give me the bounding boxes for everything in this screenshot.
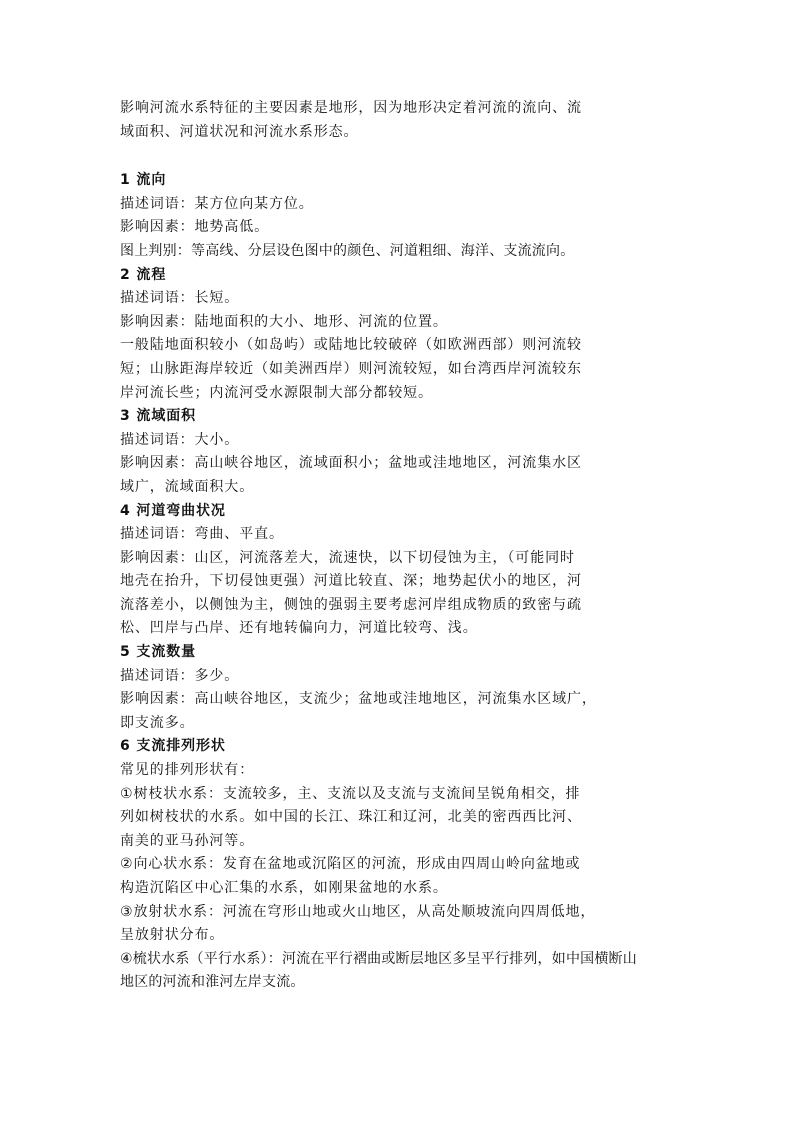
section-6-line-6: 构造沉陷区中心汇集的水系，如刚果盆地的水系。 [120,880,448,896]
section-6-line-3: 列如树枝状的水系。如中国的长江、珠江和辽河，北美的密西西比河、 [120,809,582,826]
section-5-line-1: 描述词语：多少。 [120,667,240,684]
section-2-line-4: 短；山脉距海岸较近（如美洲西岸）则河流较短，如台湾西岸河流较东 [120,360,582,377]
section-3-line-2: 影响因素：高山峡谷地区，流域面积小；盆地或洼地地区，河流集水区 [120,455,582,472]
paragraph-spacer [120,144,692,169]
section-2-line-5: 岸河流长些；内流河受水源限制大部分都较短。 [120,384,433,401]
section-2-title: 2 流程 [120,266,167,283]
section-4-line-1: 描述词语：弯曲、平直。 [120,526,284,543]
section-1-line-2: 影响因素：地势高低。 [120,219,269,236]
section-6-line-7: ③放射状水系：河流在穹形山地或火山地区，从高处顺坡流向四周低地， [120,903,596,920]
document-body [120,97,692,995]
section-6-line-8: 呈放射状分布。 [120,927,225,944]
section-2-line-1: 描述词语：长短。 [120,290,240,307]
section-6-line-9: ④梳状水系（平行水系）：河流在平行褶曲或断层地区多呈平行排列，如中国横断山 [120,950,637,967]
section-1-line-3: 图上判别：等高线、分层设色图中的颜色、河道粗细、海洋、支流流向。 [120,242,575,259]
section-4-line-5: 松、凹岸与凸岸、还有地转偏向力，河道比较弯、浅。 [120,620,478,637]
intro-line-1: 影响河流水系特征的主要因素是地形，因为地形决定着河流的流向、流 [120,100,582,116]
section-3-line-1: 描述词语：大小。 [120,431,240,448]
section-2-line-2: 影响因素：陆地面积的大小、地形、河流的位置。 [120,313,448,330]
section-1-title: 1 流向 [120,172,167,189]
section-4-line-2: 影响因素：山区，河流落差大，流速快，以下切侵蚀为主，（可能同时 [120,549,575,566]
section-2-line-3: 一般陆地面积较小（如岛屿）或陆地比较破碎（如欧洲西部）则河流较 [120,337,582,354]
section-6-line-2: ①树枝状水系：支流较多，主、支流以及支流与支流间呈锐角相交，排 [120,785,581,802]
section-6-line-5: ②向心状水系：发育在盆地或沉陷区的河流，形成由四周山岭向盆地或 [120,856,581,873]
section-4-line-3: 地壳在抬升，下切侵蚀更强）河道比较直、深；地势起伏小的地区，河 [120,573,582,590]
section-4-line-4: 流落差小，以侧蚀为主，侧蚀的强弱主要考虑河岸组成物质的致密与疏 [120,596,582,613]
section-3-line-3: 域广，流域面积大。 [120,478,255,495]
section-6-line-1: 常见的排列形状有： [120,762,255,779]
section-5-title: 5 支流数量 [120,644,197,661]
section-5-line-2: 影响因素：高山峡谷地区，支流少；盆地或洼地地区，河流集水区域广， [120,691,597,708]
section-5-line-3: 即支流多。 [120,714,195,731]
section-3-title: 3 流域面积 [120,408,197,425]
section-6-line-10: 地区的河流和淮河左岸支流。 [120,974,305,991]
section-1-line-1: 描述词语：某方位向某方位。 [120,195,314,212]
section-4-title: 4 河道弯曲状况 [120,502,226,519]
intro-line-2: 域面积、河道状况和河流水系形态。 [120,123,359,140]
section-6-title: 6 支流排列形状 [120,738,226,755]
section-6-line-4: 南美的亚马孙河等。 [120,832,255,849]
